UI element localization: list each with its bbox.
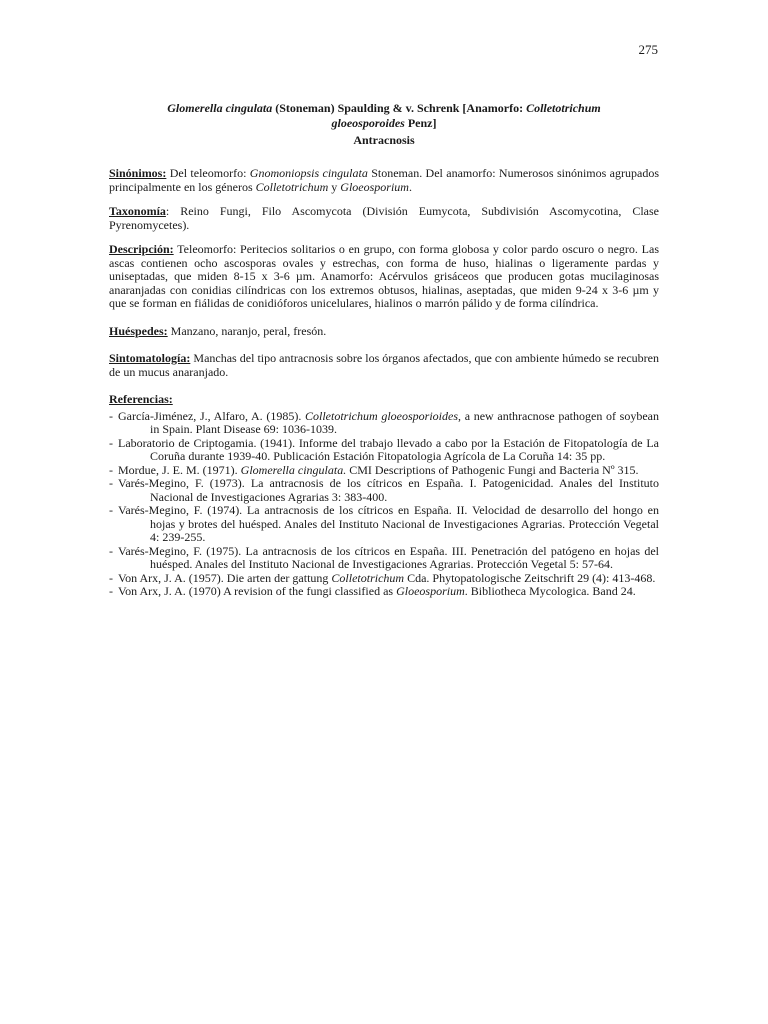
title-anamorph-epithet: gloeosporoides	[331, 116, 405, 130]
referencias-label: Referencias:	[109, 392, 173, 406]
sinonimos-italic-3: Gloeosporium	[340, 179, 409, 194]
sinonimos-label: Sinónimos:	[109, 166, 167, 180]
title-anamorph-authority: Penz]	[404, 116, 437, 130]
reference-item: - Mordue, J. E. M. (1971). Glomerella cingulata. CMI Descriptions of Pathogenic Fungi and Bacteria Nº 315.	[109, 462, 639, 477]
sinonimos-italic-1: Gnomoniopsis cingulata	[249, 166, 368, 180]
sintomatologia-label: Sintomatología:	[109, 351, 191, 365]
taxonomia-label: Taxonomía	[109, 204, 166, 218]
title-authority: (Stoneman) Spaulding & v. Schrenk [Anamorfo:	[272, 101, 527, 115]
section-huespedes	[109, 325, 659, 339]
reference-list	[109, 410, 659, 599]
descripcion-text: Teleomorfo: Peritecios solitarios o en grupo, con forma globosa y color pardo oscuro o negro. Las ascas contienen ocho ascosporas ovales y estrechas, con forma de huso, hialinas o ligeramente pardas y uniseptadas, que miden 8-15 x 3-6 µm. Anamorfo: Acérvulos grisáceos que producen gotas mucilaginosas anaranjadas con conidias cilíndricas con los extremos obtusos, hialinas, aseptadas, que miden 9-24 x 3-6 µm y que se forman en fiálidas de conidióforos unicelulares, hialinos o marrón pálido y de forma cilíndrica.	[109, 242, 659, 310]
reference-item: - Laboratorio de Criptogamia. (1941). Informe del trabajo llevado a cabo por la Estación de Fitopatología de La Coruña durante 1939-40. Publicación Estación Fitopatologia Agrícola de La Coruña 14: 35 pp.	[109, 435, 659, 463]
sinonimos-text-2: Stoneman. Del anamorfo: Numerosos sinónimos agrupados principalmente en los géneros	[109, 166, 659, 194]
document-title	[109, 101, 659, 148]
section-sintomatologia	[109, 352, 659, 379]
reference-item: - García-Jiménez, J., Alfaro, A. (1985). Colletotrichum gloeosporioides, a new anthracnose pathogen of soybean in Spain. Plant Disease 69: 1036-1039.	[109, 408, 660, 436]
section-referencias	[109, 393, 659, 407]
title-line-2	[109, 116, 659, 131]
reference-item: - Von Arx, J. A. (1957). Die arten der gattung Colletotrichum Cda. Phytopatologische Zeitschrift 29 (4): 413-468.	[109, 570, 656, 585]
section-descripcion	[109, 243, 659, 311]
title-species: Glomerella cingulata	[167, 101, 273, 115]
sinonimos-text-1: Del teleomorfo:	[166, 166, 250, 180]
taxonomia-text: : Reino Fungi, Filo Ascomycota (División Eumycota, Subdivisión Ascomycotina, Clase Pyrenomycetes).	[109, 204, 659, 232]
huespedes-text: Manzano, naranjo, peral, fresón.	[167, 323, 327, 338]
title-line-1	[109, 101, 659, 116]
sinonimos-italic-2: Colletotrichum	[255, 179, 329, 194]
title-anamorph-genus: Colletotrichum	[526, 101, 601, 115]
reference-item: - Varés-Megino, F. (1973). La antracnosis de los cítricos en España. I. Patogenicidad. Anales del Instituto Nacional de Investigaciones Agrarias 3: 383-400.	[109, 476, 659, 504]
huespedes-label: Huéspedes:	[109, 323, 168, 338]
descripcion-label: Descripción:	[109, 242, 174, 256]
reference-item: - Varés-Megino, F. (1974). La antracnosis de los cítricos en España. II. Velocidad de desarrollo del hongo en hojas y brotes del huésped. Anales del Instituto Nacional de Investigaciones Agrarias. Protección Vegetal 4: 239-255.	[109, 503, 659, 544]
disease-name: Antracnosis	[353, 133, 415, 147]
section-sinonimos	[109, 167, 659, 194]
page-number: 275	[638, 42, 658, 57]
document-body	[109, 101, 659, 599]
sinonimos-text-3: y	[328, 179, 341, 194]
reference-item: - Von Arx, J. A. (1970) A revision of the fungi classified as Gloeosporium. Bibliotheca Mycologica. Band 24.	[109, 584, 636, 598]
sinonimos-text-4: .	[408, 179, 412, 194]
reference-item: - Varés-Megino, F. (1975). La antracnosis de los cítricos en España. III. Penetración del patógeno en hojas del huésped. Anales del Instituto Nacional de Investigaciones Agrarias. Protección Vegetal 5: 57-64.	[109, 543, 659, 571]
section-taxonomia	[109, 205, 659, 232]
sintomatologia-text: Manchas del tipo antracnosis sobre los órganos afectados, que con ambiente húmedo se recubren de un mucus anaranjado.	[109, 351, 659, 379]
